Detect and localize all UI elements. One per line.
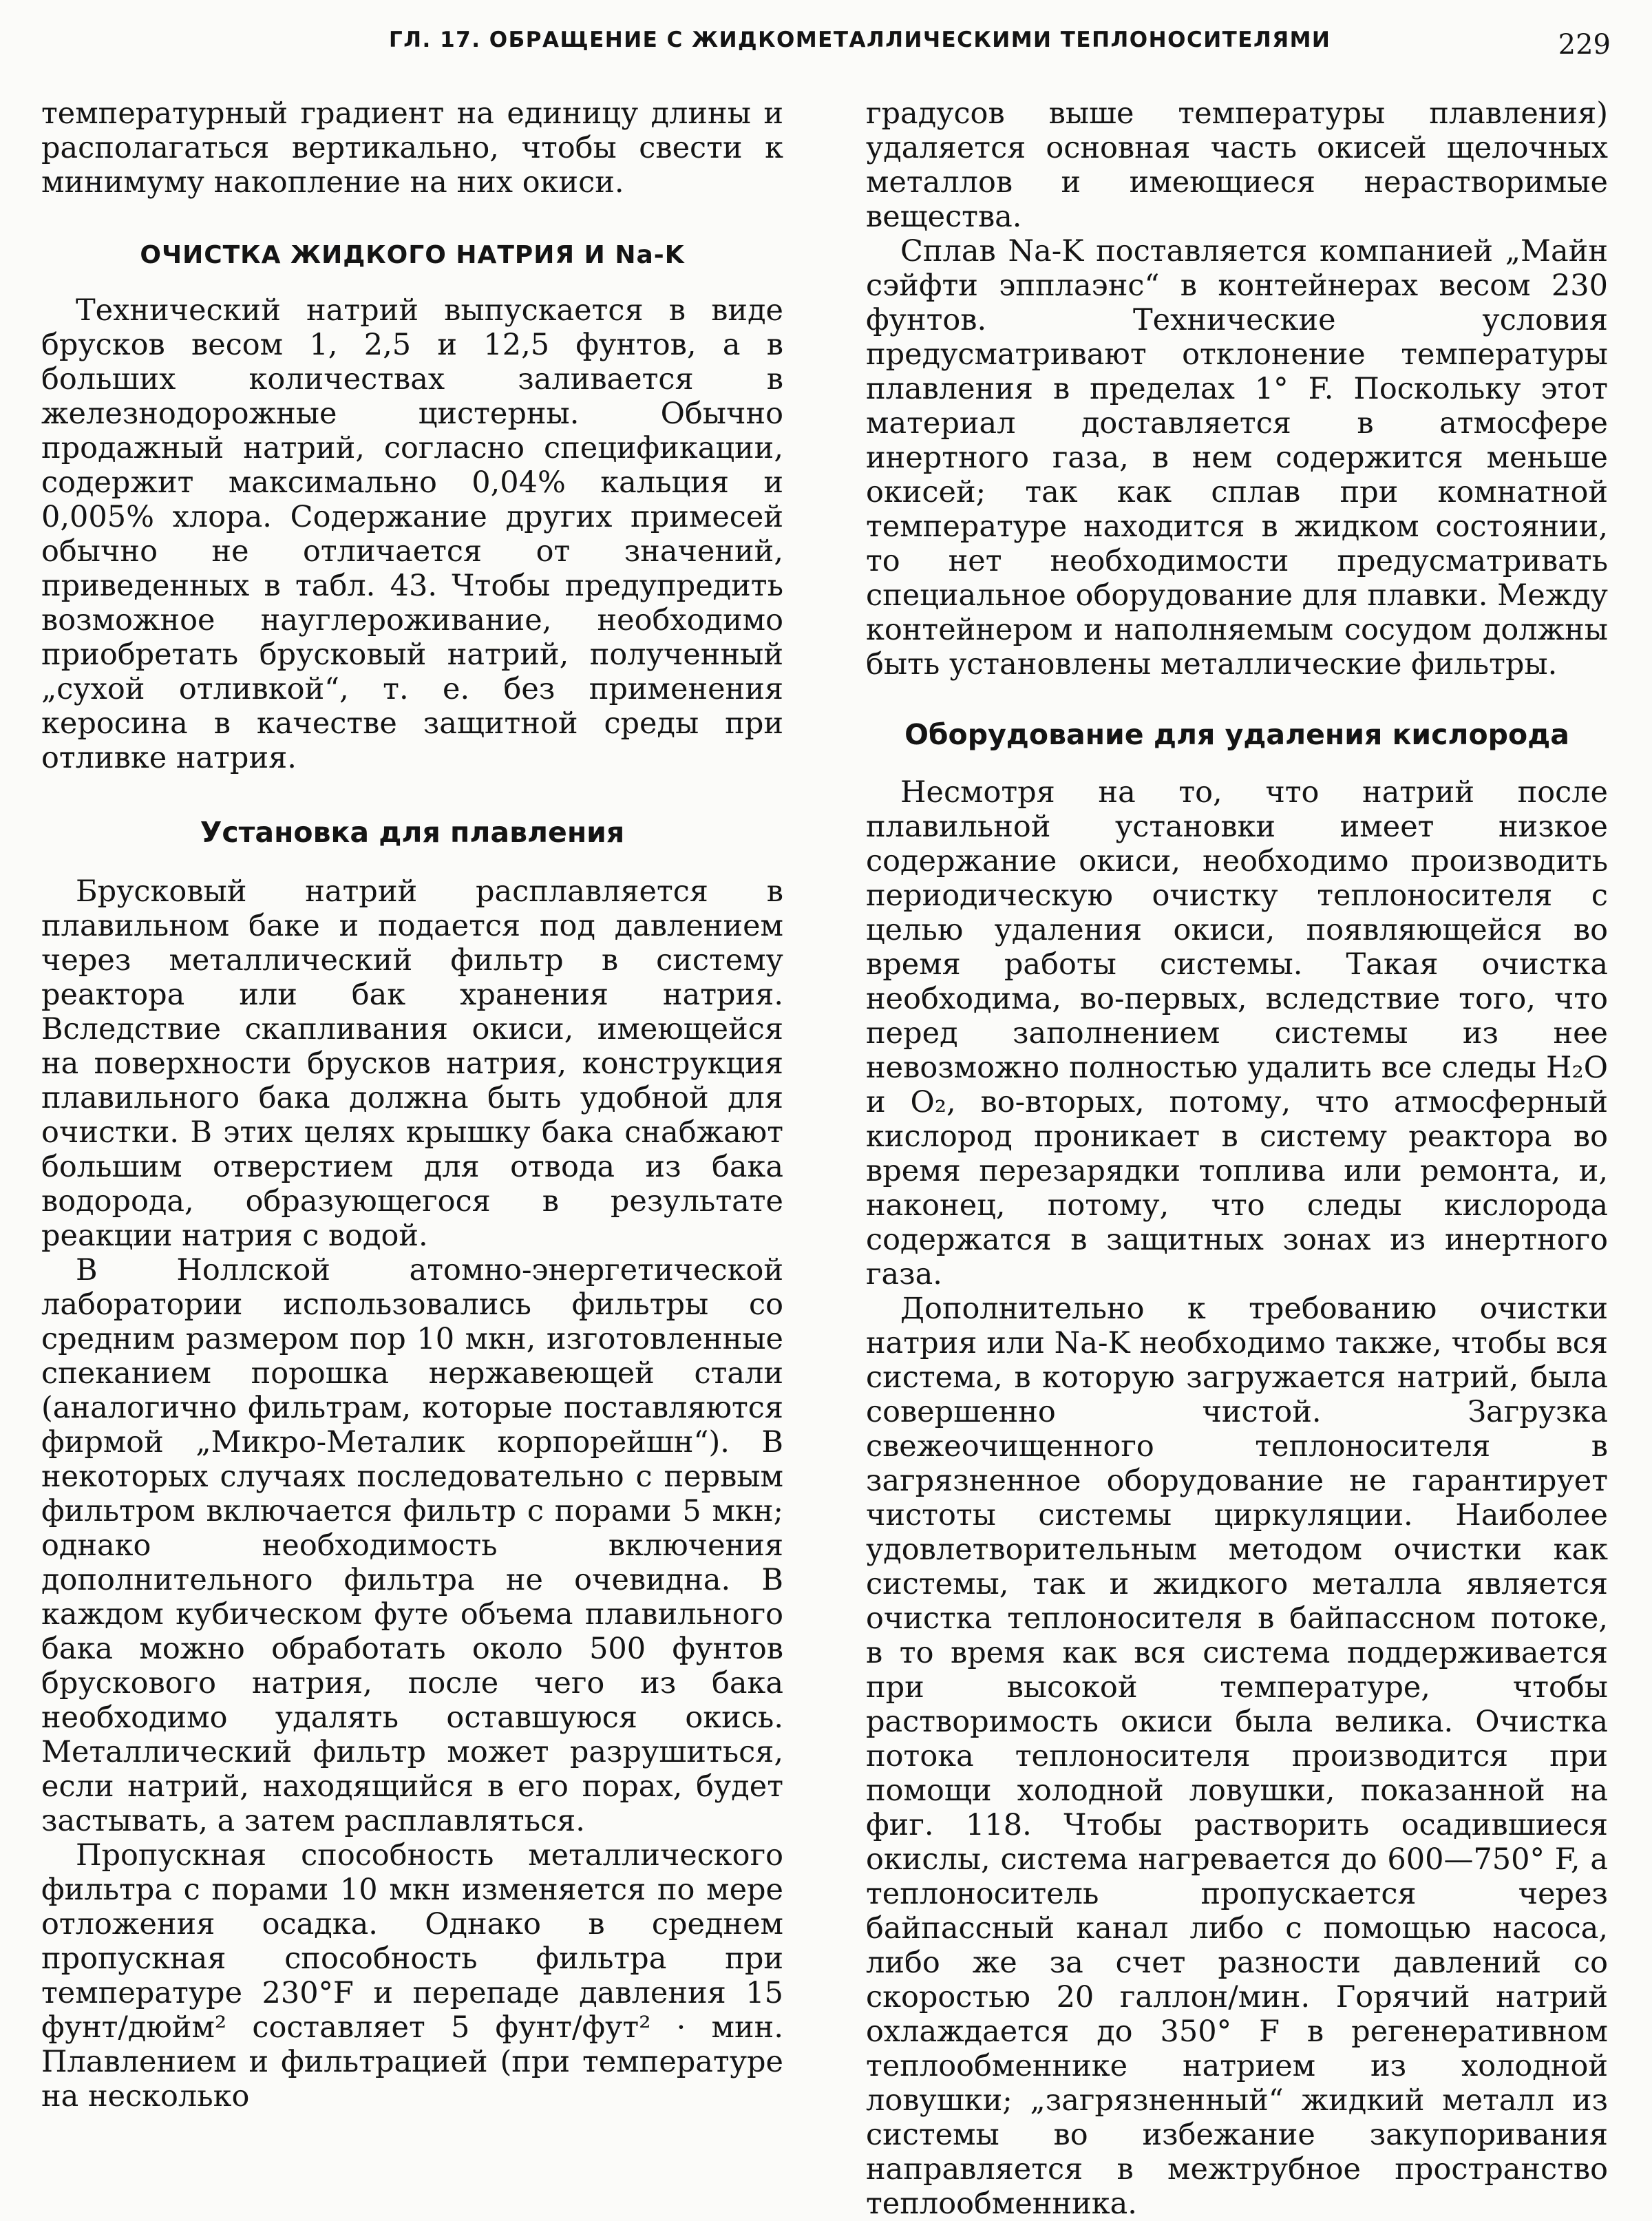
right-column xyxy=(866,96,1608,2221)
paragraph: Несмотря на то, что натрий после плавильной установки имеет низкое содержание окиси, необходимо производить периодическую очистку теплоносителя с целью удаления окиси, появляющейся во время работы системы. Такая очистка необходима, во-первых, вследствие того, что перед заполнением системы из нее невозможно полностью удалить все следы H₂O и O₂, во-вторых, потому, что атмосферный кислород проникает в систему реактора во время перезарядки топлива или ремонта, и, наконец, потому, что следы кислорода содержатся в защитных зонах из инертного газа. xyxy=(866,775,1608,1292)
page-number: 229 xyxy=(1558,29,1611,61)
section-heading-purification: ОЧИСТКА ЖИДКОГО НАТРИЯ И Na-K xyxy=(140,241,685,269)
paragraph: Дополнительно к требованию очистки натрия или Na-K необходимо также, чтобы вся система, в которую загружается натрий, была совершенно чистой. Загрузка свежеочищенного теплоносителя в загрязненное оборудование не гарантирует чистоты системы циркуляции. Наиболее удовлетворительным методом очистки как системы, так и жидкого металла является очистка теплоносителя в байпассном потоке, в то время как вся система поддерживается при высокой температуре, чтобы растворимость окиси была велика. Очистка потока теплоносителя производится при помощи холодной ловушки, показанной на фиг. 118. Чтобы растворить осадившиеся окислы, система нагревается до 600—750° F, а теплоноситель пропускается через байпассный канал либо с помощью насоса, либо же за счет разности давлений со скоростью 20 галлон/мин. Горячий натрий охлаждается до 350° F в регенеративном теплообменнике натрием из холодной ловушки; „загрязненный“ жидкий металл из системы во избежание закупоривания направляется в межтрубное пространство теплообменника. xyxy=(866,1292,1608,2221)
paragraph-continued: градусов выше температуры плавления) удаляется основная часть окисей щелочных металлов и имеющиеся нерастворимые вещества. xyxy=(866,96,1608,234)
paragraph: В Ноллской атомно-энергетической лаборатории использовались фильтры со средним размером пор 10 мкн, изготовленные спеканием порошка нержавеющей стали (аналогично фильтрам, которые поставляются фирмой „Микро-Металик корпорейшн“). В некоторых случаях последовательно с первым фильтром включается фильтр с порами 5 мкн; однако необходимость включения дополнительного фильтра не очевидна. В каждом кубическом футе объема плавильного бака можно обработать около 500 фунтов брускового натрия, после чего из бака необходимо удалять оставшуюся окись. Металлический фильтр может разрушиться, если натрий, находящийся в его порах, будет застывать, а затем расплавляться. xyxy=(41,1253,783,1838)
running-head: ГЛ. 17. ОБРАЩЕНИЕ С ЖИДКОМЕТАЛЛИЧЕСКИМИ ТЕПЛОНОСИТЕЛЯМИ xyxy=(389,28,1331,52)
paragraph: Пропускная способность металлического фильтра с порами 10 мкн изменяется по мере отложения осадка. Однако в среднем пропускная способность фильтра при температуре 230°F и перепаде давления 15 фунт/дюйм² составляет 5 фунт/фут² · мин. Плавлением и фильтрацией (при температуре на несколько xyxy=(41,1838,783,2114)
page-header xyxy=(41,19,1611,67)
paragraph-continued: температурный градиент на единицу длины и располагаться вертикально, чтобы свести к минимуму накопление на них окиси. xyxy=(41,96,783,200)
paragraph: Сплав Na-K поставляется компанией „Майн сэйфти эпплаэнс“ в контейнерах весом 230 фунтов. Технические условия предусматривают отклонение температуры плавления в пределах 1° F. Поскольку этот материал доставляется в атмосфере инертного газа, в нем содержится меньше окисей; так как сплав при комнатной температуре находится в жидком состоянии, то нет необходимости предусматривать специальное оборудование для плавки. Между контейнером и наполняемым сосудом должны быть установлены металлические фильтры. xyxy=(866,234,1608,682)
left-column xyxy=(41,96,783,2114)
section-heading-oxygen-removal: Оборудование для удаления кислорода xyxy=(904,718,1569,751)
section-heading-melting-unit: Установка для плавления xyxy=(200,816,625,849)
paragraph: Брусковый натрий расплавляется в плавильном баке и подается под давлением через металлический фильтр в систему реактора или бак хранения натрия. Вследствие скапливания окиси, имеющейся на поверхности брусков натрия, конструкция плавильного бака должна быть удобной для очистки. В этих целях крышку бака снабжают большим отверстием для отвода из бака водорода, образующегося в результате реакции натрия с водой. xyxy=(41,874,783,1253)
paragraph: Технический натрий выпускается в виде брусков весом 1, 2,5 и 12,5 фунтов, а в больших количествах заливается в железнодорожные цистерны. Обычно продажный натрий, согласно спецификации, содержит максимально 0,04% кальция и 0,005% хлора. Содержание других примесей обычно не отличается от значений, приведенных в табл. 43. Чтобы предупредить возможное науглероживание, необходимо приобретать брусковый натрий, полученный „сухой отливкой“, т. е. без применения керосина в качестве защитной среды при отливке натрия. xyxy=(41,293,783,775)
